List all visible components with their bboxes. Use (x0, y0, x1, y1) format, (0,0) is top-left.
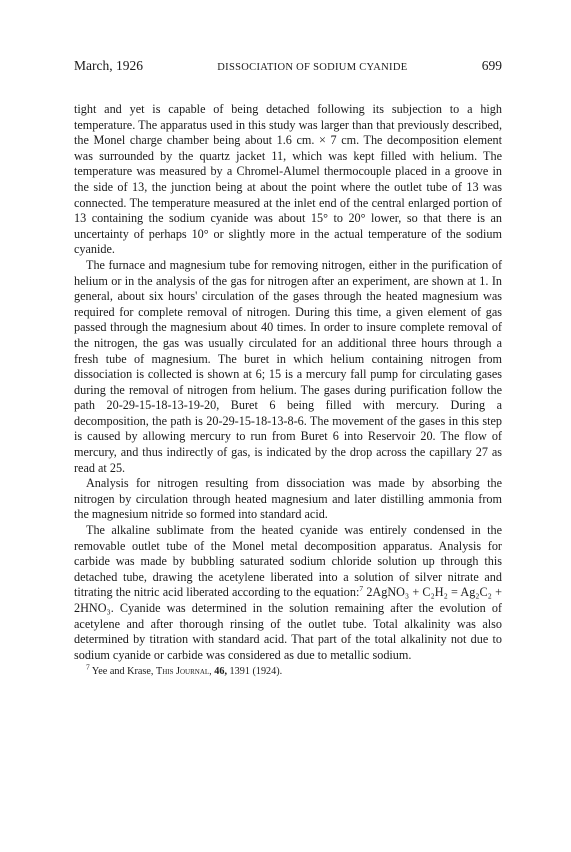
footnote-volume: 46, (214, 666, 227, 678)
chemical-equation: 2AgNO₃ + C₂H₂ = Ag₂C₂ + 2HNO₃. (74, 585, 502, 615)
paragraph-4 (74, 523, 502, 663)
paragraph-4-text-after: Cyanide was determined in the solution remaining after the evolution of acetylene and after thorough rinsing of the outlet tube. Total alkalinity was also determined by titration with standard acid. That part of the total alkalinity not due to sodium cyanide or carbide was considered as due to metallic sodium. (74, 601, 502, 662)
header-date: March, 1926 (74, 58, 143, 73)
footnote-authors: Yee and Krase, (91, 666, 154, 678)
header-title: DISSOCIATION OF SODIUM CYANIDE (217, 62, 408, 73)
paragraph-4-text-before: The alkaline sublimate from the heated cyanide was entirely condensed in the removable outlet tube of the Monel metal decomposition apparatus. Analysis for carbide was made by bubbling saturated sodium chloride solution up through this detached tube, drawing the acetylene liberated into a solution of silver nitrate and titrating the nitric acid liberated according to the equation: (74, 523, 502, 600)
footnote-mark: 7 (86, 662, 90, 672)
paragraph-3: Analysis for nitrogen resulting from dissociation was made by absorbing the nitrogen by circulation through heated magnesium and later distilling ammonia from the magnesium nitride so formed into standard acid. (74, 476, 502, 522)
page-number: 699 (481, 58, 502, 73)
running-header (74, 58, 502, 78)
footnote (74, 662, 502, 678)
footnote-journal: This Journal, (155, 666, 212, 678)
paragraph-2: The furnace and magnesium tube for removing nitrogen, either in the purification of helium or in the analysis of the gas for nitrogen after an experiment, are shown at 1. In general, about six hours' circulation of the gases through the heated magnesium was required for complete removal of nitrogen. During this time, a given element of gas passed through the magnesium about 40 times. In order to insure complete removal of the nitrogen, the gas was usually circulated for an additional three hours through a fresh tube of magnesium. The buret in which helium containing nitrogen from dissociation is collected is shown at 6; 15 is a mercury fall pump for circulating gases during the removal of nitrogen from helium. The gases during purification follow the path 20-29-15-18-13-19-20, Buret 6 being filled with mercury. During a decomposition, the path is 20-29-15-18-13-8-6. The movement of the gases in this step is caused by allowing mercury to run from Buret 6 into Reservoir 20. The flow of mercury, and thus indirectly of gas, is indicated by the drop across the capillary 27 as read at 25. (74, 257, 502, 475)
footnote-citation: 1391 (1924). (229, 666, 283, 678)
paragraph-1: tight and yet is capable of being detached following its subjection to a high temperature. The apparatus used in this study was larger than that previously described, the Monel charge chamber being about 1.6 cm. × 7 cm. The decomposition element was surrounded by the quartz jacket 11, which was kept filled with helium. The temperature was measured by a Chromel-Alumel thermocouple placed in a groove in the side of 13, the junction being at about the point where the outlet tube of 13 was connected. The temperature measured at the inlet end of the central enlarged portion of 13 containing the sodium cyanide was about 15° to 20° lower, so that there is an uncertainty of perhaps 10° or slightly more in the actual temperature of the sodium cyanide. (74, 102, 502, 257)
footnote-ref: 7 (359, 584, 364, 594)
article-body (74, 102, 502, 663)
journal-page (74, 58, 502, 678)
